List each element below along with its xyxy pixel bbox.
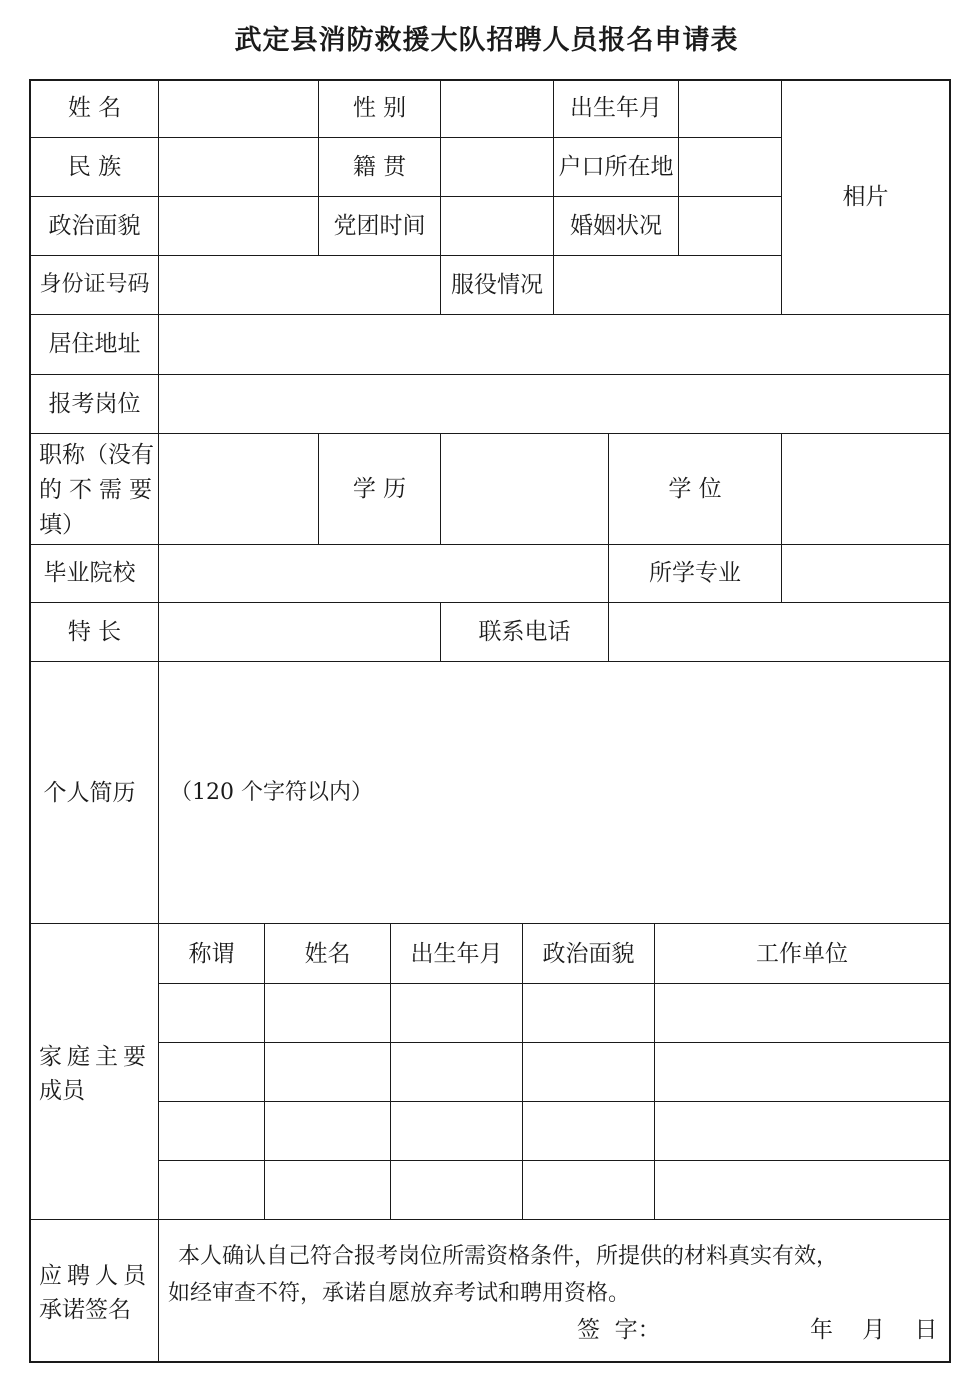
label-education: 学 历 (352, 476, 407, 502)
family-row[interactable] (159, 1161, 949, 1219)
education-field[interactable] (441, 434, 608, 544)
specialty-field[interactable] (159, 603, 440, 661)
commitment-line2: 如经审查不符，承诺自愿放弃考试和聘用资格。 (168, 1281, 631, 1306)
form-title: 武定县消防救援大队招聘人员报名申请表 (234, 25, 739, 56)
label-party-time: 党团时间 (333, 213, 426, 239)
label-degree: 学 位 (668, 476, 722, 502)
label-id-number: 身份证号码 (39, 272, 150, 297)
label-native-place: 籍 贯 (352, 154, 407, 180)
label-family-line2: 成员 (39, 1078, 85, 1104)
signature-label: 签 字： (577, 1317, 661, 1343)
id-number-field[interactable] (159, 256, 440, 314)
label-major: 所学专业 (649, 560, 741, 586)
resume-hint: （120 个字符以内） (170, 780, 373, 805)
label-specialty: 特 长 (67, 619, 122, 645)
label-school: 毕业院校 (43, 560, 136, 586)
military-field[interactable] (554, 256, 781, 314)
major-field[interactable] (782, 545, 949, 602)
family-header-workplace: 工作单位 (756, 941, 848, 967)
label-commit-line2: 承诺签名 (39, 1297, 131, 1323)
label-title-line3: 填） (39, 512, 85, 538)
label-address: 居住地址 (48, 331, 141, 357)
gender-field[interactable] (441, 81, 553, 137)
hukou-field[interactable] (679, 138, 781, 196)
label-hukou: 户口所在地 (558, 154, 674, 180)
native-place-field[interactable] (441, 138, 553, 196)
professional-title-field[interactable] (159, 434, 318, 544)
label-name: 姓 名 (67, 95, 122, 121)
family-header-birth: 出生年月 (410, 941, 503, 967)
label-family-line1: 家庭主要 (39, 1044, 151, 1070)
label-photo: 相片 (842, 184, 889, 210)
family-header-name: 姓名 (304, 941, 351, 967)
date-label: 年 月 日 (810, 1317, 938, 1343)
name-field[interactable] (159, 81, 318, 137)
signature-field[interactable] (660, 1314, 790, 1346)
political-field[interactable] (159, 197, 318, 255)
family-row[interactable] (159, 984, 949, 1042)
family-header-relation: 称谓 (188, 941, 235, 967)
label-title-line2: 的不需要 (39, 477, 159, 503)
birth-field[interactable] (679, 81, 781, 137)
label-position: 报考岗位 (48, 391, 141, 417)
commitment-line1: 本人确认自己符合报考岗位所需资格条件，所提供的材料真实有效， (178, 1244, 839, 1269)
address-field[interactable] (159, 315, 949, 374)
family-row[interactable] (159, 1043, 949, 1101)
label-title-line1: 职称（没有 (39, 442, 154, 468)
ethnicity-field[interactable] (159, 138, 318, 196)
degree-field[interactable] (782, 434, 949, 544)
label-phone: 联系电话 (478, 619, 571, 645)
label-ethnicity: 民 族 (67, 154, 122, 180)
party-time-field[interactable] (441, 197, 553, 255)
label-marital: 婚姻状况 (570, 213, 662, 239)
label-commit-line1: 应聘人员 (39, 1263, 151, 1289)
label-military: 服役情况 (451, 272, 543, 298)
position-field[interactable] (159, 375, 949, 433)
phone-field[interactable] (609, 603, 949, 661)
label-birth: 出生年月 (570, 95, 662, 121)
family-header-political: 政治面貌 (542, 941, 635, 967)
label-resume: 个人简历 (43, 780, 136, 806)
school-field[interactable] (159, 545, 608, 602)
label-gender: 性 别 (352, 95, 407, 121)
family-row[interactable] (159, 1102, 949, 1160)
marital-field[interactable] (679, 197, 781, 255)
label-political: 政治面貌 (48, 213, 141, 239)
